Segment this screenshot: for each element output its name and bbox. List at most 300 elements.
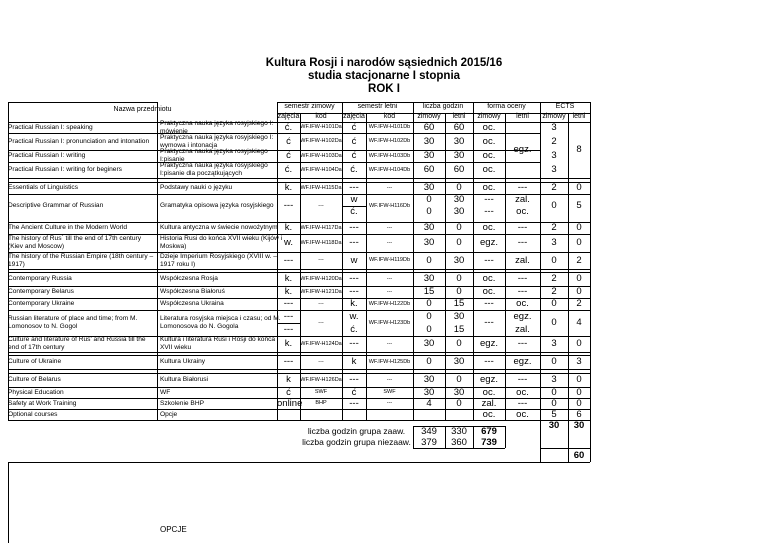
zajecia-letni: --- — [349, 222, 359, 233]
godziny-zimowy: 4 — [426, 398, 432, 409]
godziny-letni: 0 — [456, 273, 462, 284]
grid-line — [540, 420, 541, 462]
zajecia-letni: --- — [349, 273, 359, 284]
ocena-zimowy: --- — [484, 255, 494, 266]
kod-letni: WF.IFW-H122Db — [368, 301, 411, 307]
ects-zimowy: 3 — [551, 164, 557, 175]
header-name: Nazwa przedmiotu — [113, 106, 172, 113]
godziny-zimowy: 0 — [426, 324, 432, 335]
ects-grand-total: 60 — [573, 450, 585, 461]
zajecia-letni: ć — [351, 150, 357, 161]
grid-line — [277, 122, 278, 420]
header-zimowy: zimowy — [417, 113, 441, 120]
zajecia-zimowy: k. — [284, 338, 293, 349]
ects-zimowy: 2 — [551, 136, 557, 147]
ocena-letni: --- — [517, 286, 528, 297]
document-year: ROK I — [368, 83, 400, 95]
godziny-zimowy: 0 — [426, 255, 432, 266]
grid-line — [590, 420, 591, 462]
hours-advanced-sum: 679 — [481, 426, 497, 437]
zajecia-zimowy: w. — [284, 237, 293, 248]
zajecia-zimowy: k. — [284, 182, 293, 193]
godziny-zimowy: 30 — [423, 387, 435, 398]
kod-zimowy: WF.IFW-H117Da — [300, 225, 342, 231]
zajecia-zimowy: --- — [283, 324, 294, 335]
header-letni: letni — [516, 113, 529, 120]
ocena-zimowy: oc. — [482, 164, 496, 175]
ects-letni: 3 — [576, 356, 582, 367]
grid-line — [8, 102, 9, 122]
ects-zimowy: 3 — [551, 237, 557, 248]
kod-letni: --- — [386, 185, 393, 191]
ects-letni: 0 — [576, 398, 582, 409]
course-name-en: Culture of Ukraine — [8, 358, 62, 365]
godziny-zimowy: 30 — [423, 182, 435, 193]
godziny-zimowy: 0 — [426, 298, 432, 309]
zajecia-zimowy: ć. — [284, 122, 293, 133]
ects-letni: 6 — [576, 409, 582, 420]
grid-line — [8, 420, 590, 421]
kod-zimowy: WF.IFW-H120Da — [300, 276, 342, 282]
course-name-pl: Współczesna Rosja — [160, 275, 218, 282]
course-name-pl: Kultura Białorusi — [160, 376, 209, 383]
zajecia-zimowy: --- — [283, 255, 294, 266]
course-name-pl: Praktyczna nauka języka rosyjskiego I:pisanie — [160, 148, 268, 163]
course-name-en: The history of Rus´ till the end of 17th century (Kiev and Moscow) — [8, 235, 142, 250]
kod-zimowy: WF.IFW-H103Da — [300, 153, 342, 159]
ocena-letni: --- — [517, 273, 528, 284]
kod-letni: --- — [386, 240, 393, 246]
kod-letni: --- — [386, 341, 393, 347]
zajecia-zimowy: ć — [286, 150, 291, 161]
grid-line — [445, 122, 446, 420]
course-name-pl: Literatura rosyjska miejsca i czasu; od M. Lomonosova do N. Gogola — [160, 315, 281, 330]
zajecia-letni: ć. — [350, 324, 358, 335]
course-name-en: Practical Russian I: writing for beginers — [8, 166, 122, 173]
kod-zimowy: WF.IFW-H115Da — [300, 185, 342, 191]
kod-zimowy: WF.IFW-H104Da — [300, 167, 342, 173]
ects-letni: 0 — [576, 374, 582, 385]
ocena-letni: --- — [517, 237, 528, 248]
zajecia-letni: w — [350, 194, 358, 205]
zajecia-zimowy: k — [286, 374, 291, 385]
course-name-en: Russian literature of place and time; from M. Lomonosov to N. Gogol — [8, 315, 138, 330]
course-name-en: Physical Education — [8, 388, 64, 396]
header-zimowy: zimowy — [542, 113, 566, 120]
zajecia-letni: --- — [349, 286, 359, 297]
kod-zimowy: --- — [318, 359, 324, 365]
godziny-zimowy: 60 — [423, 122, 435, 133]
zajecia-letni: --- — [349, 398, 359, 409]
course-name-en: Culture and literature of Rus' and Russia till the end of 17th century — [8, 336, 146, 351]
godziny-letni: 30 — [453, 150, 465, 161]
ocena-zimowy: oc. — [482, 273, 496, 284]
zajecia-zimowy: --- — [283, 200, 294, 211]
ects-zimowy: 0 — [551, 255, 557, 266]
zajecia-zimowy: online — [277, 398, 303, 409]
ects-letni: 0 — [576, 182, 582, 193]
grid-line — [505, 122, 506, 420]
godziny-letni: 0 — [456, 182, 462, 193]
kod-letni: --- — [386, 377, 393, 383]
course-name-en: Culture of Belarus — [8, 376, 61, 383]
zajecia-letni: ć — [351, 387, 357, 398]
ects-letni: 0 — [576, 222, 582, 233]
header-liczba-godzin: liczba godzin — [422, 103, 464, 110]
grid-line — [445, 113, 446, 122]
kod-zimowy: WF.IFW-H126Da — [300, 377, 342, 383]
kod-letni: SWF — [383, 389, 396, 395]
course-name-en: Practical Russian I: pronunciation and intonation — [8, 137, 150, 145]
ocena-zimowy: --- — [484, 194, 494, 205]
ocena-zimowy: oc. — [482, 150, 496, 161]
ocena-zimowy: --- — [484, 317, 494, 328]
ocena-letni: egz. — [513, 311, 532, 322]
kod-letni — [366, 409, 413, 420]
header-forma-oceny: forma oceny — [487, 103, 526, 110]
grid-line — [277, 323, 300, 324]
course-name-pl: Szkolenie BHP — [160, 399, 204, 407]
godziny-zimowy: 0 — [426, 356, 432, 367]
kod-zimowy: BHP — [315, 400, 327, 406]
zajecia-letni: --- — [349, 338, 359, 349]
course-name-en: Optional courses — [8, 410, 58, 418]
kod-letni: WF.IFW-H102Db — [368, 138, 411, 144]
zajecia-letni: w. — [349, 311, 359, 322]
zajecia-zimowy: --- — [283, 356, 294, 367]
godziny-letni: 30 — [453, 311, 465, 322]
godziny-letni: 30 — [453, 387, 465, 398]
ocena-zimowy: oc. — [482, 222, 496, 233]
course-name-pl: Historia Rusi do końca XVII wieku (Kijów i Moskwa) — [160, 235, 283, 250]
godziny-zimowy: 0 — [426, 206, 432, 217]
grid-line — [342, 102, 343, 122]
course-name-pl: Współczesna Ukraina — [160, 300, 224, 307]
hours-advanced-letni: 330 — [451, 426, 467, 437]
ects-zimowy: 3 — [551, 150, 557, 161]
header-zajecia: zajęcia — [277, 113, 300, 120]
godziny-letni: 0 — [456, 374, 462, 385]
ocena-zimowy: oc. — [482, 286, 496, 297]
ocena-letni: zal. — [515, 255, 530, 266]
godziny-letni: 30 — [453, 136, 465, 147]
ocena-zimowy: egz. — [480, 338, 498, 349]
course-name-pl: Kultura i literatura Rusi i Rosji do końca XVII wieku — [160, 336, 276, 351]
ects-letni: 0 — [576, 273, 582, 284]
godziny-letni: 0 — [456, 222, 462, 233]
ocena-zimowy: oc. — [482, 182, 496, 193]
ocena-letni: --- — [517, 398, 528, 409]
header-letni: letni — [452, 113, 466, 120]
grid-line — [342, 122, 343, 420]
ocena-letni: oc. — [516, 206, 529, 217]
ocena-letni: --- — [517, 222, 528, 233]
godziny-letni: 0 — [456, 338, 462, 349]
godziny-letni: 30 — [453, 194, 465, 205]
grid-line — [413, 122, 414, 420]
ocena-zimowy: egz. — [480, 237, 498, 248]
godziny-zimowy: 15 — [423, 286, 435, 297]
godziny-zimowy: 30 — [423, 338, 435, 349]
hours-advanced-zimowy: 349 — [421, 426, 437, 437]
kod-letni: WF.IFW-H101Db — [368, 124, 411, 130]
course-name-en: Practical Russian I: speaking — [8, 123, 93, 131]
ects-total-letni: 30 — [573, 420, 585, 431]
ects-letni: 0 — [576, 387, 582, 398]
grid-line — [157, 102, 158, 122]
ocena-zimowy: --- — [484, 206, 494, 217]
ects-zimowy: 0 — [551, 398, 557, 409]
hours-beginner-sum: 739 — [481, 437, 497, 448]
ects-total-zimowy: 30 — [548, 420, 560, 431]
kod-zimowy — [300, 409, 342, 420]
kod-zimowy: WF.IFW-H101Da — [300, 124, 342, 130]
godziny-letni: 15 — [453, 324, 465, 335]
header-letni: letni — [572, 113, 586, 120]
grid-line — [590, 122, 591, 420]
ects-letni: 2 — [576, 255, 582, 266]
godziny-zimowy: 30 — [423, 222, 435, 233]
kod-letni: --- — [386, 289, 393, 295]
ects-letni: 5 — [576, 200, 582, 211]
kod-zimowy: WF.IFW-H118Da — [300, 240, 342, 246]
ocena-letni-merged: egz. — [513, 144, 532, 155]
course-name-pl: Gramatyka opisowa języka rosyjskiego — [160, 202, 274, 209]
ocena-letni: oc. — [516, 298, 529, 309]
ects-letni: 0 — [576, 338, 582, 349]
zajecia-letni: --- — [349, 237, 359, 248]
godziny-zimowy: 30 — [423, 150, 435, 161]
zajecia-zimowy: k. — [284, 286, 293, 297]
course-name-pl: Współczesna Białoruś — [160, 288, 225, 295]
grid-line — [445, 426, 446, 448]
ects-zimowy: 0 — [551, 200, 557, 211]
grid-line — [505, 426, 506, 448]
course-name-en: Safety at Work Training — [8, 399, 77, 407]
grid-line — [473, 102, 474, 122]
course-name-pl: Dzieje Imperium Rosyjskiego (XVIII w. – 1917 roku I) — [160, 252, 277, 268]
ocena-zimowy: oc. — [482, 387, 496, 398]
ocena-zimowy: --- — [484, 356, 494, 367]
ects-zimowy: 2 — [551, 273, 557, 284]
ects-letni: 2 — [576, 298, 582, 309]
zajecia-zimowy: ć. — [284, 164, 293, 175]
header-ects: ECTS — [555, 103, 575, 110]
godziny-zimowy: 30 — [423, 237, 435, 248]
grid-line — [540, 102, 541, 122]
zajecia-zimowy: k. — [284, 222, 293, 233]
kod-letni: WF.IFW-H116Db — [368, 203, 411, 209]
ocena-letni: zal. — [515, 194, 530, 205]
ects-zimowy: 0 — [551, 298, 557, 309]
kod-letni: WF.IFW-H123Db — [368, 320, 411, 326]
grid-line — [568, 113, 569, 122]
godziny-letni: 30 — [453, 255, 465, 266]
godziny-letni: 15 — [453, 298, 465, 309]
course-name-en: Practical Russian I: writing — [8, 152, 86, 159]
godziny-letni: 0 — [456, 398, 462, 409]
ocena-zimowy: oc. — [482, 409, 496, 420]
grid-line — [8, 462, 590, 463]
zajecia-zimowy: ć — [286, 136, 291, 147]
godziny-zimowy: 30 — [423, 273, 435, 284]
grid-line — [157, 122, 158, 420]
zajecia-letni: --- — [349, 374, 359, 385]
grid-line — [366, 122, 367, 420]
zajecia-zimowy: ć — [286, 387, 291, 398]
grid-line — [8, 352, 590, 353]
header-zimowy: zimowy — [477, 113, 501, 120]
course-name-en: Contemporary Russia — [8, 275, 72, 282]
course-name-pl: Opcje — [160, 410, 178, 418]
grid-line — [540, 448, 590, 449]
zajecia-zimowy — [277, 409, 300, 420]
kod-letni: --- — [386, 400, 393, 406]
godziny-letni: 30 — [453, 206, 465, 217]
ects-zimowy: 2 — [551, 182, 557, 193]
godziny-zimowy: 60 — [423, 164, 435, 175]
kod-letni: WF.IFW-H103Db — [368, 153, 411, 159]
grid-line — [505, 113, 506, 122]
ects-zimowy: 0 — [551, 356, 557, 367]
grid-line — [568, 122, 569, 420]
zajecia-letni: ć. — [350, 206, 358, 217]
grid-line — [413, 426, 505, 427]
course-name-pl: Kultura antyczna w świecie nowożytnym — [160, 224, 278, 231]
ocena-letni: --- — [517, 182, 528, 193]
zajecia-letni: ć — [351, 136, 357, 147]
grid-line — [8, 102, 157, 103]
ocena-zimowy: oc. — [482, 136, 496, 147]
ocena-letni: oc. — [516, 409, 529, 420]
grid-line — [473, 122, 474, 420]
kod-zimowy: WF.IFW-H124Da — [300, 341, 342, 347]
kod-zimowy: --- — [318, 203, 324, 209]
header-zajecia: zajęcia — [343, 113, 365, 120]
kod-letni: --- — [386, 225, 393, 231]
course-name-en: Contemporary Belarus — [8, 288, 74, 295]
hours-beginner-letni: 360 — [451, 437, 467, 448]
ects-zimowy: 2 — [551, 286, 557, 297]
course-name-pl: Praktyczna nauka języka rosyjskiego I:pisanie dla początkujących — [160, 162, 268, 177]
ocena-letni: --- — [517, 374, 528, 385]
grid-line — [300, 122, 301, 420]
kod-zimowy: --- — [318, 301, 324, 307]
grid-line — [8, 462, 9, 543]
zajecia-letni: ć — [351, 122, 357, 133]
course-name-pl: Praktyczna nauka języka rosyjskiego I: wymowa i intonacja — [160, 133, 274, 149]
zajecia-letni: --- — [349, 182, 359, 193]
godziny-letni: 60 — [453, 122, 465, 133]
ocena-zimowy: --- — [484, 298, 494, 309]
ects-letni-merged: 8 — [576, 144, 582, 155]
course-name-pl: Praktyczna nauka języka rosyjskiego I: mówienie — [160, 119, 274, 135]
grid-line — [413, 426, 414, 448]
ocena-letni: oc. — [516, 387, 529, 398]
grid-line — [473, 426, 474, 448]
kod-letni: WF.IFW-H125Db — [368, 359, 411, 365]
zajecia-zimowy: --- — [283, 298, 294, 309]
ocena-letni: egz. — [513, 356, 532, 367]
zajecia-letni — [342, 409, 366, 420]
course-name-en: Essentials of Linguistics — [8, 184, 79, 191]
course-name-en: Contemporary Ukraine — [8, 300, 75, 307]
kod-zimowy: --- — [318, 320, 324, 326]
ects-zimowy: 5 — [551, 409, 557, 420]
hours-label-advanced: liczba godzin grupa zaaw. — [307, 426, 406, 436]
ects-letni: 0 — [576, 237, 582, 248]
godziny-letni: 60 — [453, 164, 465, 175]
header-sem-zimowy: semestr zimowy — [284, 103, 335, 110]
grid-line — [277, 102, 278, 122]
grid-line — [568, 420, 569, 462]
grid-line — [413, 102, 414, 122]
godziny-zimowy: 30 — [423, 136, 435, 147]
grid-line — [540, 122, 541, 420]
kod-letni: --- — [386, 276, 393, 282]
kod-zimowy: WF.IFW-H102Da — [300, 138, 342, 144]
godziny-letni — [445, 409, 473, 420]
ects-zimowy: 3 — [551, 338, 557, 349]
course-name-en: The Ancient Culture in the Modern World — [8, 224, 127, 231]
hours-label-beginner: liczba godzin grupa niezaaw. — [302, 437, 411, 447]
godziny-zimowy — [413, 409, 445, 420]
grid-line — [342, 206, 366, 207]
zajecia-letni: k — [351, 356, 357, 367]
grid-line — [277, 113, 590, 114]
document-title: Kultura Rosji i narodów sąsiednich 2015/16 — [265, 57, 503, 69]
course-name-pl: Kultura Ukrainy — [160, 358, 206, 365]
zajecia-letni: k. — [350, 298, 358, 309]
zajecia-zimowy: --- — [283, 311, 294, 322]
course-name-pl: WF — [160, 388, 171, 396]
grid-line — [590, 102, 591, 122]
document-subtitle: studia stacjonarne I stopnia — [307, 70, 461, 82]
godziny-zimowy: 30 — [423, 374, 435, 385]
ocena-zimowy: egz. — [480, 374, 498, 385]
grid-line — [366, 113, 367, 122]
grid-line — [300, 113, 301, 122]
godziny-zimowy: 0 — [426, 311, 432, 322]
godziny-letni: 0 — [456, 286, 462, 297]
godziny-letni: 30 — [453, 356, 465, 367]
kod-zimowy: SWF — [314, 389, 328, 395]
kod-letni: WF.IFW-H104Db — [368, 167, 411, 173]
course-name-pl: Podstawy nauki o języku — [160, 184, 233, 191]
header-kod: kod — [383, 113, 396, 120]
godziny-letni: 0 — [456, 237, 462, 248]
ocena-letni: --- — [517, 338, 528, 349]
course-name-en: Descriptive Grammar of Russian — [8, 202, 104, 209]
ects-zimowy: 2 — [551, 222, 557, 233]
kod-zimowy: --- — [318, 257, 324, 263]
opcje-label: OPCJE — [160, 525, 187, 534]
zajecia-zimowy: k. — [284, 273, 293, 284]
godziny-zimowy: 0 — [426, 194, 432, 205]
ocena-zimowy: oc. — [482, 122, 496, 133]
ocena-letni: zal. — [515, 324, 530, 335]
ocena-zimowy: zal. — [481, 398, 497, 409]
grid-line — [8, 122, 9, 420]
grid-line — [8, 369, 590, 370]
ects-letni: 4 — [576, 317, 582, 328]
ects-letni: 0 — [576, 286, 582, 297]
header-sem-letni: semestr letni — [357, 103, 398, 110]
ects-zimowy: 0 — [551, 387, 557, 398]
kod-zimowy: WF.IFW-H121Da — [300, 289, 342, 295]
zajecia-letni: ć. — [350, 164, 358, 175]
hours-beginner-zimowy: 379 — [421, 437, 437, 448]
